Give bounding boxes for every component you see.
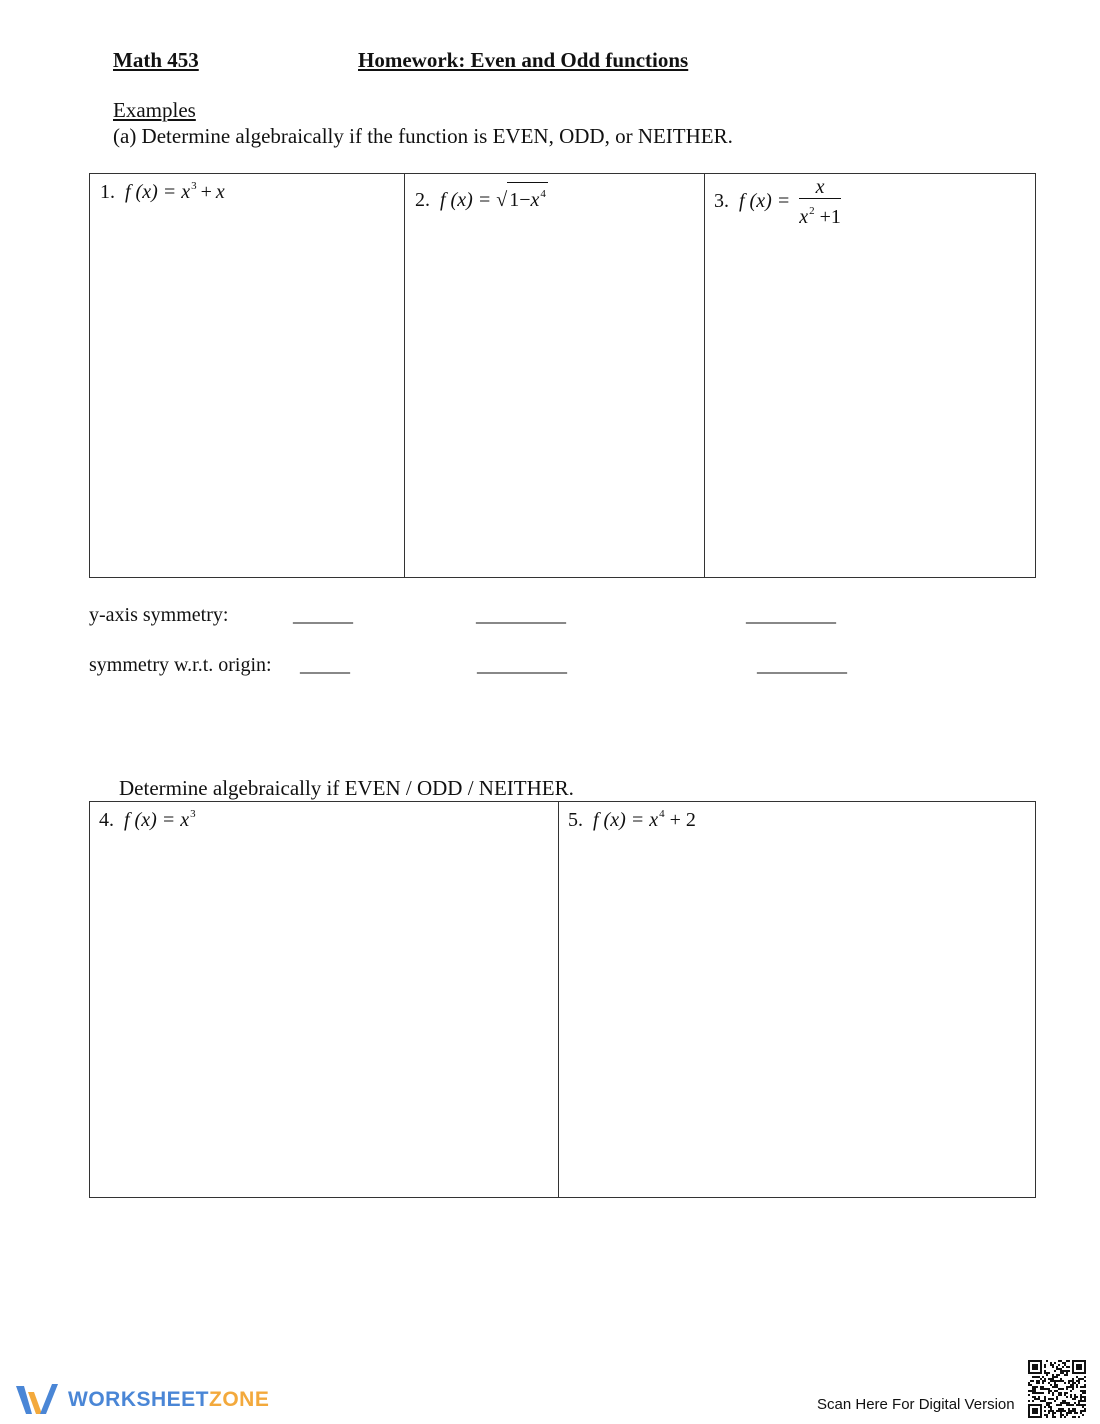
worksheetzone-logo-icon bbox=[14, 1382, 62, 1418]
exponent: 3 bbox=[190, 808, 196, 820]
function-notation: f (x) = bbox=[440, 189, 492, 211]
problem-1 bbox=[100, 180, 225, 204]
problem-4 bbox=[99, 808, 196, 832]
grid-divider bbox=[704, 174, 705, 577]
operator: − bbox=[519, 189, 531, 211]
problem-5 bbox=[568, 808, 696, 832]
function-notation: f (x) = bbox=[593, 809, 645, 831]
brand-name bbox=[68, 1388, 269, 1412]
problem-3 bbox=[714, 176, 841, 229]
radicand-constant: 1 bbox=[509, 189, 520, 211]
problem-grid-top bbox=[89, 173, 1036, 578]
problem-number: 2. bbox=[415, 189, 430, 211]
radicand bbox=[507, 182, 548, 211]
term-rest: + 2 bbox=[669, 809, 696, 831]
grid-divider bbox=[558, 802, 559, 1197]
brand-part-1: WORKSHEET bbox=[68, 1388, 209, 1411]
answer-blank[interactable]: ______ bbox=[293, 604, 353, 626]
qr-code-icon[interactable] bbox=[1028, 1360, 1086, 1418]
problem-number: 1. bbox=[100, 181, 115, 203]
instruction-b: Determine algebraically if EVEN / ODD / NEITHER. bbox=[119, 776, 574, 800]
homework-title: Homework: Even and Odd functions bbox=[358, 48, 689, 72]
denominator bbox=[799, 199, 841, 229]
function-notation: f (x) = bbox=[124, 809, 176, 831]
exponent: 4 bbox=[540, 188, 546, 200]
scan-caption: Scan Here For Digital Version bbox=[817, 1396, 1015, 1413]
problem-number: 4. bbox=[99, 809, 114, 831]
function-notation: f (x) = bbox=[739, 190, 791, 213]
problem-number: 3. bbox=[714, 190, 729, 213]
y-axis-symmetry-label: y-axis symmetry: bbox=[89, 604, 229, 626]
term-base: x bbox=[180, 809, 190, 831]
problem-grid-bottom bbox=[89, 801, 1036, 1198]
course-title: Math 453 bbox=[113, 48, 199, 72]
exponent: 2 bbox=[809, 205, 815, 217]
function-notation: f (x) = bbox=[125, 181, 177, 203]
radical-sign: √ bbox=[496, 189, 508, 211]
term: x bbox=[215, 181, 225, 203]
operator: + bbox=[200, 181, 212, 203]
answer-blank[interactable]: _________ bbox=[757, 654, 847, 676]
answer-blank[interactable]: _________ bbox=[746, 604, 836, 626]
brand-part-2: ZONE bbox=[209, 1388, 270, 1411]
denominator-rest: +1 bbox=[819, 206, 841, 228]
problem-2 bbox=[415, 182, 548, 212]
term-base: x bbox=[530, 189, 540, 211]
fraction bbox=[799, 176, 841, 229]
section-label: Examples bbox=[113, 98, 196, 122]
exponent: 4 bbox=[659, 808, 665, 820]
term-base: x bbox=[799, 206, 809, 228]
answer-blank[interactable]: _________ bbox=[477, 654, 567, 676]
instruction-a: (a) Determine algebraically if the function is EVEN, ODD, or NEITHER. bbox=[113, 124, 733, 148]
exponent: 3 bbox=[191, 180, 197, 192]
numerator: x bbox=[799, 176, 841, 199]
term-base: x bbox=[649, 809, 659, 831]
term-base: x bbox=[181, 181, 191, 203]
answer-blank[interactable]: _________ bbox=[476, 604, 566, 626]
answer-blank[interactable]: _____ bbox=[300, 654, 350, 676]
origin-symmetry-label: symmetry w.r.t. origin: bbox=[89, 654, 272, 676]
grid-divider bbox=[404, 174, 405, 577]
square-root bbox=[496, 182, 548, 212]
problem-number: 5. bbox=[568, 809, 583, 831]
